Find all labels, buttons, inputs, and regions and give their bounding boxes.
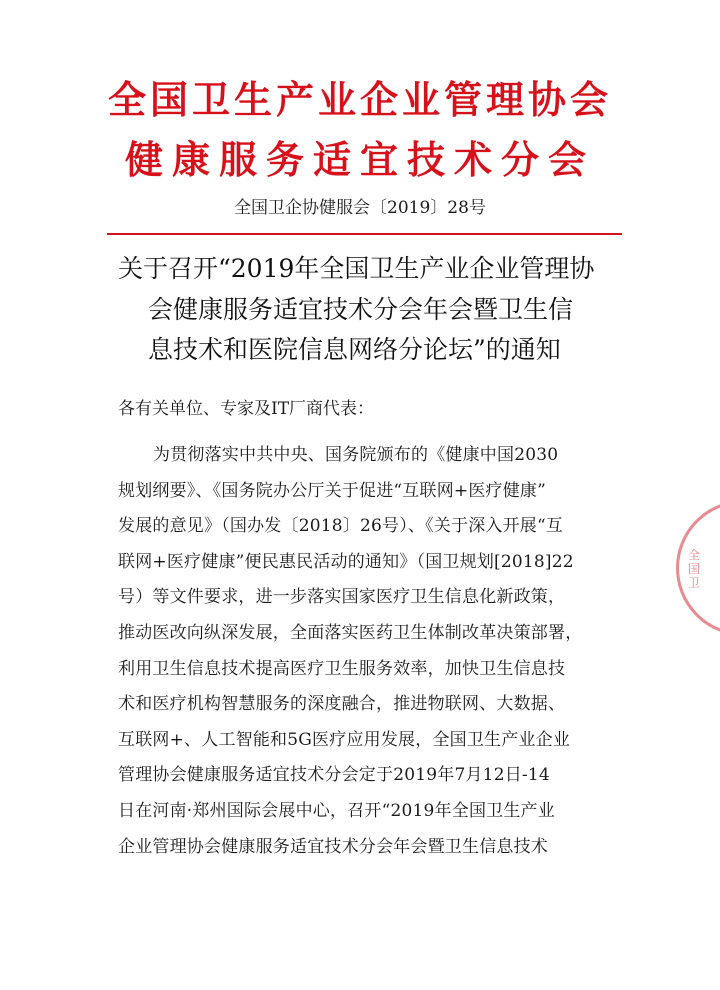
body-paragraph-line: 联网+医疗健康”便民惠民活动的通知》（国卫规划[2018]22 [118,552,574,572]
body-paragraph-line: 术和医疗机构智慧服务的深度融合，推进物联网、大数据、 [118,694,566,714]
notice-title-line2: 会健康服务适宜技术分会年会暨卫生信 [148,295,574,324]
body-paragraph-line: 发展的意见》（国办发〔2018〕26号）、《关于深入开展“互 [118,516,564,536]
salutation: 各有关单位、专家及IT厂商代表： [118,399,375,419]
body-paragraph-line: 推动医改向纵深发展，全面落实医药卫生体制改革决策部署， [118,623,583,643]
body-paragraph-line: 规划纲要》、《国务院办公厅关于促进“互联网+医疗健康” [118,481,547,501]
notice-title-line1: 关于召开“2019年全国卫生产业企业管理协 [118,254,595,283]
notice-title-line3: 息技术和医院信息网络分论坛”的通知 [148,335,561,364]
body-paragraph-line: 企业管理协会健康服务适宜技术分会年会暨卫生信息技术 [118,837,548,857]
red-divider-line [107,233,622,235]
document-number: 全国卫企协健服会〔2019〕28号 [234,198,486,218]
body-paragraph-line: 日在河南·郑州国际会展中心，召开“2019年全国卫生产业 [118,801,555,821]
body-paragraph-line: 为贯彻落实中共中央、国务院颁布的《健康中国2030 [153,445,559,465]
body-paragraph-line: 号）等文件要求，进一步落实国家医疗卫生信息化新政策， [118,587,566,607]
org-name-line2: 健康服务适宜技术分会 [124,138,595,182]
body-paragraph-line: 管理协会健康服务适宜技术分会定于2019年7月12日-14 [118,765,550,785]
org-name-line1: 全国卫生产业企业管理协会 [107,78,612,122]
seal-text: 全国卫 [688,548,701,590]
body-paragraph-line: 互联网+、人工智能和5G医疗应用发展，全国卫生产业企业 [118,730,571,750]
body-paragraph-line: 利用卫生信息技术提高医疗卫生服务效率，加快卫生信息技 [118,659,566,679]
